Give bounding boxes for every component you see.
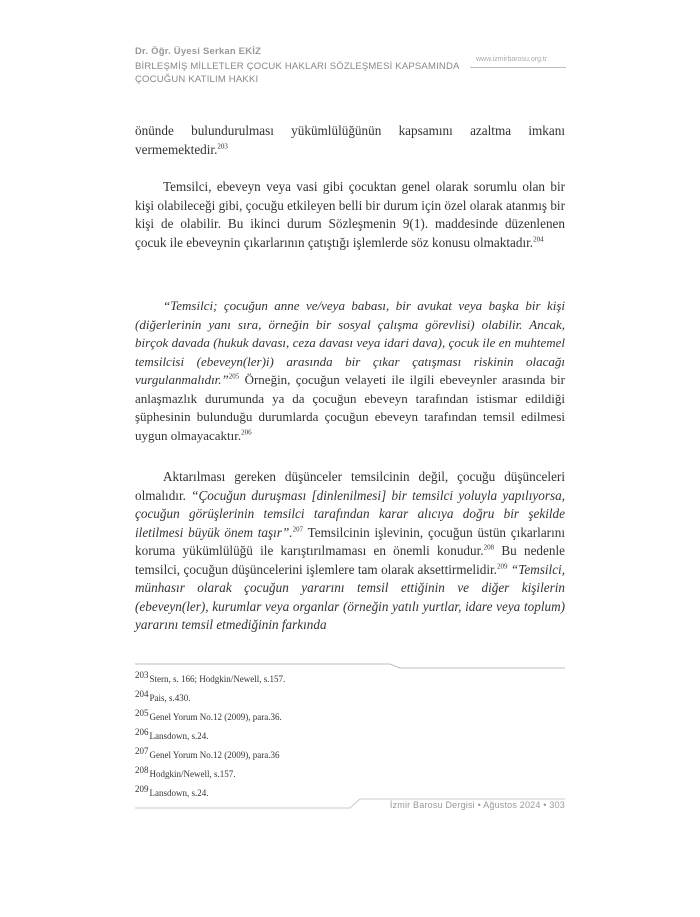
footnote-ref-208[interactable]: 208 (483, 543, 495, 552)
header-title-line1: BİRLEŞMİŞ MİLLETLER ÇOCUK HAKLARI SÖZLEŞMESİ KAPSAMINDA (135, 61, 460, 72)
footer-date: Ağustos 2024 (483, 800, 541, 810)
paragraph-4-quote-1: “Çocuğun duruşması [dinlenilmesi] bir temsilci yoluyla yapılıyorsa, çocuğun görüşlerinin temsilci tarafından karar alıcıya doğru bir şekilde iletilmesi büyük önem taşır”. (135, 487, 565, 540)
page-footer: İzmir Barosu Dergisi • Ağustos 2024 • 303 (389, 800, 565, 810)
footnote-number: 205 (135, 708, 149, 718)
footnote-ref-209[interactable]: 209 (496, 562, 508, 571)
header-rule (470, 67, 566, 68)
footnote-number: 209 (135, 784, 149, 794)
paragraph-4-d: Bu nedenle temsilci, çocuğun düşüncelerini işlemlere tam olarak aksettirmelidir. (135, 543, 565, 577)
paragraph-2 (135, 178, 565, 252)
footnote-text: Pais, s.430. (149, 693, 191, 703)
footnote-203 (135, 670, 565, 684)
footnote-ref-206[interactable]: 206 (241, 428, 252, 437)
paragraph-4 (135, 468, 565, 635)
paragraph-3-text: Örneğin, çocuğun velayeti ile ilgili ebeveynler arasında bir anlaşmazlık durumunda ya da çocuğun ebeveyn tarafından istismar edildiği şüphesinin bulunduğu durumlarda çocuğun ebeveyn tarafından temsil edilmesi uygun olmayacaktır. (135, 372, 565, 443)
footnote-number: 207 (135, 746, 149, 756)
footnote-text: Stern, s. 166; Hodgkin/Newell, s.157. (149, 674, 286, 684)
header-title-line2: ÇOCUĞUN KATILIM HAKKI (135, 74, 259, 85)
header-title (135, 60, 475, 86)
paragraph-1 (135, 122, 565, 159)
footnote-207 (135, 746, 565, 760)
footnote-text: Lansdown, s.24. (149, 731, 209, 741)
quote-text: “Temsilci; çocuğun anne ve/veya babası, bir avukat veya başka bir kişi (diğerlerinin yanı sıra, örneğin bir sosyal çalışma görevlisi) olabilir. Ancak, birçok davada (hukuk davası, ceza davası veya idari dava), çocuk ile en muhtemel temsilcisi (ebeveyn(ler)i) arasında bir çıkar çatışması riskinin olacağı vurgulanmalıdır.” (135, 298, 565, 387)
paragraph-2-text: Temsilci, ebeveyn veya vasi gibi çocuktan genel olarak sorumlu olan bir kişi olabileceği gibi, çocuğu etkileyen belli bir durum için özel olarak atanmış bir kişi de olabilir. Bu ikinci durum Sözleşmenin 9(1). maddesinde düzenlenen çocuk ile ebeveynin çıkarlarının çatıştığı işlemlerde söz konusu olmaktadır. (135, 179, 565, 250)
footnote-number: 204 (135, 689, 149, 699)
footnote-number: 203 (135, 670, 149, 680)
footnote-204 (135, 689, 565, 703)
footnote-number: 208 (135, 765, 149, 775)
footnote-206 (135, 727, 565, 741)
paragraph-3 (135, 297, 565, 445)
footnote-number: 206 (135, 727, 149, 737)
header-url[interactable]: www.izmirbarosu.org.tr (476, 56, 548, 63)
footnote-ref-203[interactable]: 203 (217, 142, 228, 151)
footnote-ref-205[interactable]: 205 (228, 372, 240, 381)
footnote-208 (135, 765, 565, 779)
paragraph-4-a: Aktarılması gereken düşünceler temsilcinin değil, çocuğu düşünceleri olmalıdır. (135, 469, 565, 503)
paragraph-1-text: önünde bulundurulması yükümlülüğünün kapsamını azaltma imkanı vermemektedir. (135, 123, 565, 157)
footnote-separator (135, 663, 565, 669)
footnote-ref-204[interactable]: 204 (533, 235, 544, 244)
footnote-text: Genel Yorum No.12 (2009), para.36 (149, 750, 280, 760)
footnote-205 (135, 708, 565, 722)
footnote-text: Lansdown, s.24. (149, 788, 209, 798)
footnote-text: Genel Yorum No.12 (2009), para.36. (149, 712, 282, 722)
page-number: 303 (549, 800, 565, 810)
header-author: Dr. Öğr. Üyesi Serkan EKİZ (135, 46, 262, 57)
footnote-209 (135, 784, 565, 798)
paragraph-4-c: Temsilcinin işlevinin, çocuğun üstün çıkarlarını koruma yükümlülüğü ile karıştırılmaması en önemli konudur. (135, 524, 565, 558)
footnote-text: Hodgkin/Newell, s.157. (149, 769, 236, 779)
footnote-ref-207[interactable]: 207 (292, 525, 304, 534)
footer-journal: İzmir Barosu Dergisi (389, 800, 475, 810)
paragraph-4-quote-2: “Temsilci, münhasır olarak çocuğun yararını temsil ettiğinin ve diğer kişilerin (ebeveyn(ler), kurumlar veya organlar (örneğin yatılı yurtlar, idare veya toplum) yararını temsil etmediğinin farkında (135, 561, 566, 632)
